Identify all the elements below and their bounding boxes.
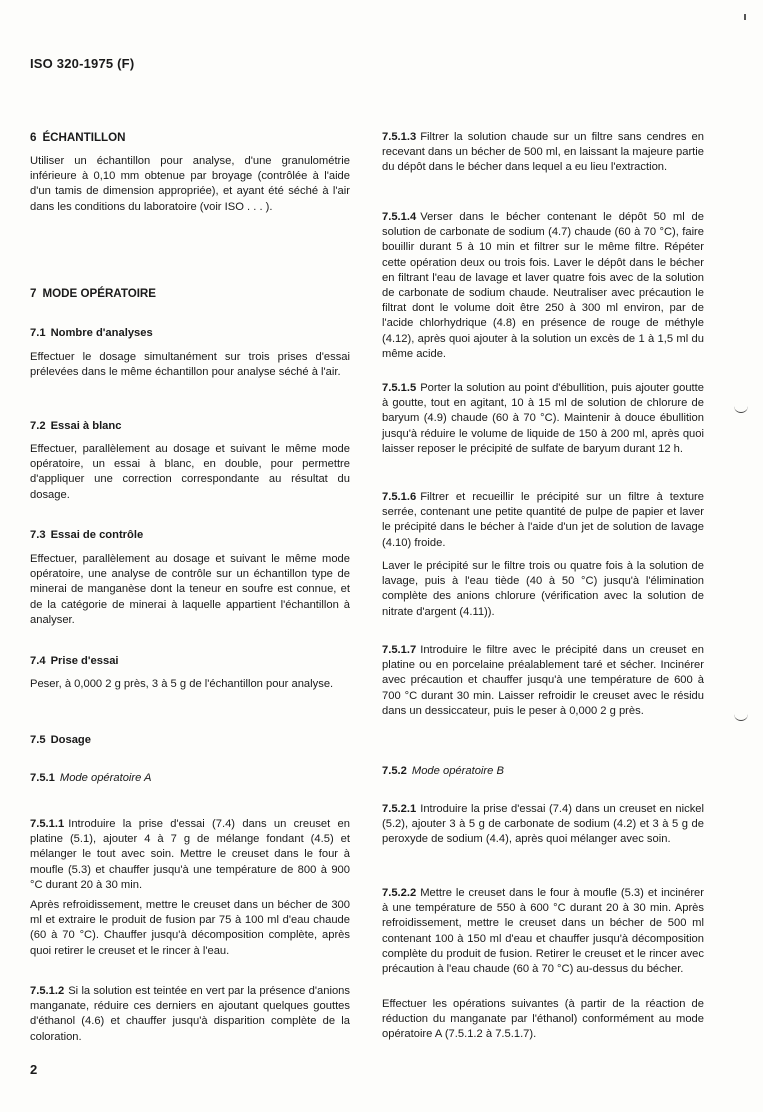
paragraph-7-5-1-4: 7.5.1.4 Verser dans le bécher contenant le dépôt 50 ml de solution de carbonate de sodium (4.7) chaude (60 à 70 °C), faire bouillir durant 5 à 10 min et filtrer sur le même filtre. Répéter cette opération deux ou trois fois. Laver le dépôt dans le bécher en filtrant l'eau de lavage et laver quatre fois avec de la solution de carbonate de sodium chaude. Neutraliser avec précaution le filtrat dont le volume doit être 250 à 300 ml environ, par de l'acide chlorhydrique (4.8) en présence de rouge de méthyle (4.12), après quoi ajouter à la solution un excès de 1 à 1,5 ml du même acide. bbox=[382, 211, 704, 360]
paragraph-7-5-1-6-continued: Laver le précipité sur le filtre trois ou quatre fois à la solution de lavage, puis à l'eau tiède (40 à 50 °C) jusqu'à l'élimination complète des anions chlorure (vérification avec la solution de nitrate d'argent (4.11)). bbox=[382, 560, 704, 618]
section-7-5-1-heading: 7.5.1 Mode opératoire A bbox=[30, 772, 152, 784]
section-7-4-heading: 7.4 Prise d'essai bbox=[30, 655, 119, 667]
section-7-2-heading: 7.2 Essai à blanc bbox=[30, 420, 122, 432]
section-7-heading: 7 MODE OPÉRATOIRE bbox=[30, 287, 157, 300]
paragraph-7-5-1-6: 7.5.1.6 Filtrer et recueillir le précipité sur un filtre à texture serrée, contenant une petite quantité de pulpe de papier et laver le précipité dans le bécher à l'aide d'un jet de solution de lavage (4.10) froide. bbox=[382, 491, 704, 549]
section-7-1-text: Effectuer le dosage simultanément sur trois prises d'essai prélevées dans le même échantillon pour analyse séché à l'air. bbox=[30, 351, 350, 379]
margin-mark bbox=[734, 712, 748, 721]
paragraph-7-5-1-1: 7.5.1.1 Introduire la prise d'essai (7.4) dans un creuset en platine (5.1), ajouter 4 à 7 g de mélange fondant (4.5) et mélanger le tout avec soin. Mettre le creuset dans le four à moufle (5.3) et chauffer jusqu'à une température de 800 à 900 °C durant 20 à 30 min. bbox=[30, 818, 350, 891]
section-7-4-text: Peser, à 0,000 2 g près, 3 à 5 g de l'échantillon pour analyse. bbox=[30, 678, 334, 690]
paragraph-7-5-1-2: 7.5.1.2 Si la solution est teintée en vert par la présence d'anions manganate, réduire ces derniers en ajoutant quelques gouttes d'éthanol (4.6) et chauffer jusqu'à disparition complète de la coloration. bbox=[30, 985, 350, 1043]
paragraph-7-5-2-2-continued: Effectuer les opérations suivantes (à partir de la réaction de réduction du manganate par l'éthanol) conformément au mode opératoire A (7.5.1.2 à 7.5.1.7). bbox=[382, 998, 704, 1041]
paragraph-7-5-2-1: 7.5.2.1 Introduire la prise d'essai (7.4) dans un creuset en nickel (5.2), ajouter 3 à 5 g de carbonate de sodium (4.2) et 3 à 5 g de peroxyde de sodium (4.4), après quoi mélanger avec soin. bbox=[382, 803, 704, 846]
section-6-heading: 6 ÉCHANTILLON bbox=[30, 131, 126, 144]
margin-mark bbox=[734, 404, 748, 413]
section-7-5-2-heading: 7.5.2 Mode opératoire B bbox=[382, 765, 504, 777]
paragraph-7-5-2-2: 7.5.2.2 Mettre le creuset dans le four à moufle (5.3) et incinérer à une température de 550 à 600 °C durant 20 à 30 min. Après refroidissement, mettre le creuset dans un bécher de 500 ml contenant 100 à 150 ml d'eau et chauffer jusqu'à décomposition complète du produit de fusion. Retirer le creuset et le rincer avec précaution à l'eau chaude (60 à 70 °C) au-dessus du bécher. bbox=[382, 887, 704, 976]
section-7-2-text: Effectuer, parallèlement au dosage et suivant le même mode opératoire, un essai à blanc, en double, pour permettre d'appliquer une correction correspondante au résultat du dosage. bbox=[30, 443, 350, 501]
section-7-1-heading: 7.1 Nombre d'analyses bbox=[30, 327, 153, 339]
paragraph-7-5-1-7: 7.5.1.7 Introduire le filtre avec le précipité dans un creuset en platine ou en porcelaine préalablement taré et sécher. Incinérer avec précaution et chauffer jusqu'à une température de 600 à 700 °C durant 30 min. Laisser refroidir le creuset avec le résidu dans un dessiccateur, puis le peser à 0,000 2 g près. bbox=[382, 644, 704, 717]
document-header: ISO 320-1975 (F) bbox=[30, 56, 135, 71]
section-7-5-heading: 7.5 Dosage bbox=[30, 734, 91, 746]
corner-mark bbox=[744, 14, 746, 20]
section-6-text: Utiliser un échantillon pour analyse, d'une granulométrie inférieure à 0,10 mm obtenue par broyage (contrôlée à l'aide d'un tamis de dimension appropriée), et ayant été séché à l'air dans les conditions du laboratoire (voir ISO . . . ). bbox=[30, 155, 350, 213]
section-7-3-text: Effectuer, parallèlement au dosage et suivant le même mode opératoire, une analyse de contrôle sur un échantillon type de minerai de manganèse dont la teneur en soufre est connue, et de la catégorie de minerai à laquelle appartient l'échantillon à analyser. bbox=[30, 553, 350, 626]
section-7-3-heading: 7.3 Essai de contrôle bbox=[30, 529, 144, 541]
paragraph-7-5-1-1-continued: Après refroidissement, mettre le creuset dans un bécher de 300 ml et extraire le produit de fusion par 75 à 100 ml d'eau chaude (60 à 70 °C). Chauffer jusqu'à décomposition complète, après quoi retirer le creuset et le rincer à l'eau. bbox=[30, 899, 350, 957]
page-number: 2 bbox=[30, 1062, 38, 1077]
paragraph-7-5-1-5: 7.5.1.5 Porter la solution au point d'ébullition, puis ajouter goutte à goutte, tout en agitant, 10 à 15 ml de solution de chlorure de baryum (4.9) chaude (60 à 70 °C). Maintenir à douce ébullition jusqu'à réduire le volume de liquide de 150 à 200 ml, après quoi laisser reposer le précipité de sulfate de baryum durant 12 h. bbox=[382, 382, 704, 455]
paragraph-7-5-1-3: 7.5.1.3 Filtrer la solution chaude sur un filtre sans cendres en recevant dans un bécher de 500 ml, en laissant la majeure partie du dépôt dans le bécher dans lequel a eu lieu l'extraction. bbox=[382, 131, 704, 174]
